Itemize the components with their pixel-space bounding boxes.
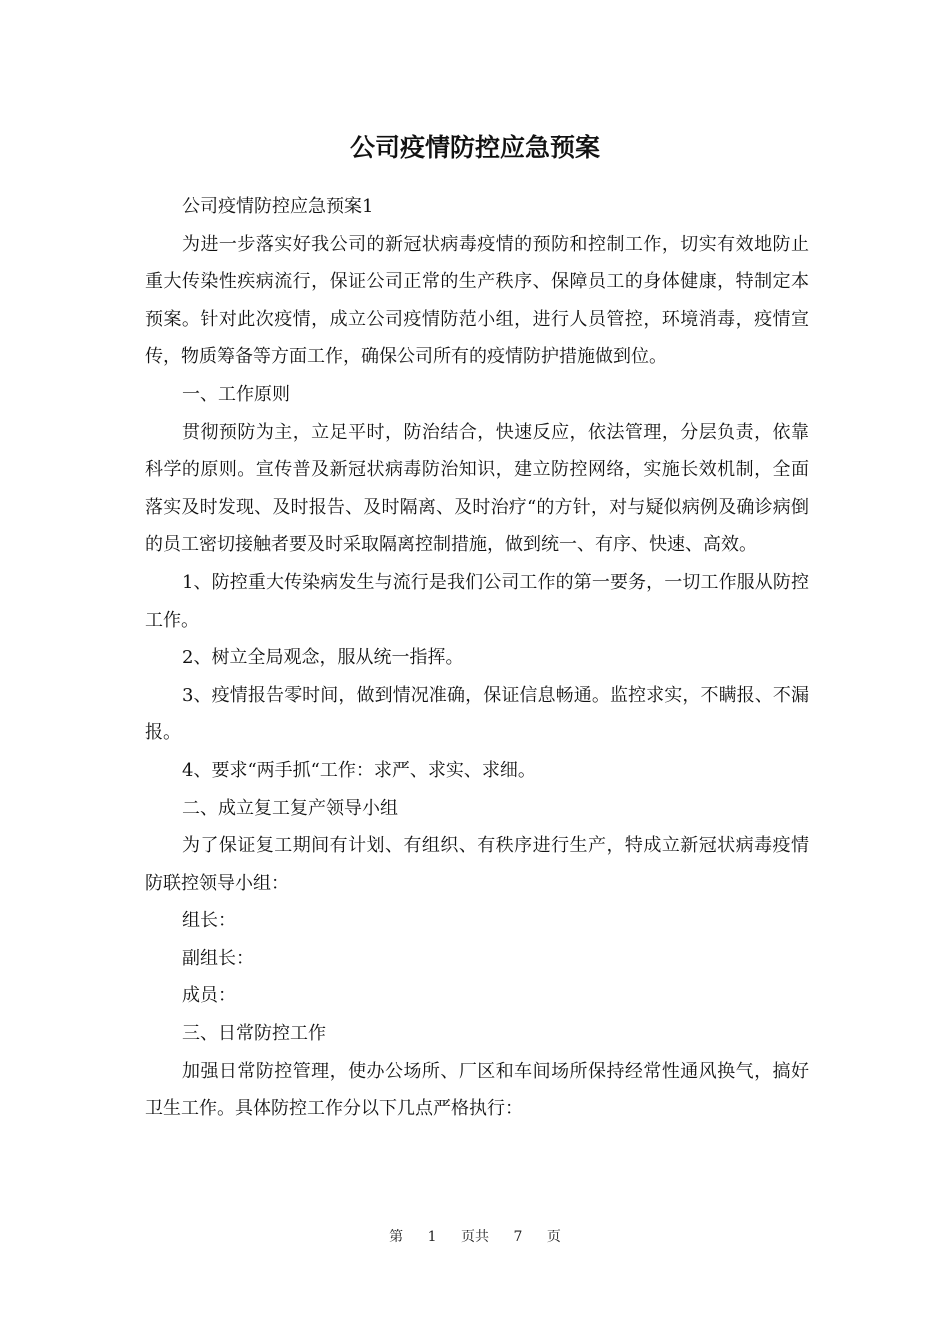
paragraph-principles: 贯彻预防为主，立足平时，防治结合，快速反应，依法管理，分层负责，依靠科学的原则。宣传普及新冠状病毒防治知识，建立防控网络，实施长效机制，全面落实及时发现、及时报告、及时隔离、及时治疗“的方针，对与疑似病例及确诊病倒的员工密切接触者要及时采取隔离控制措施，做到统一、有序、快速、高效。 xyxy=(145,421,809,556)
list-item-3: 3、疫情报告零时间，做到情况准确，保证信息畅通。监控求实，不瞒报、不漏报。 xyxy=(145,684,809,744)
list-item-1: 1、防控重大传染病发生与流行是我们公司工作的第一要务，一切工作服从防控工作。 xyxy=(145,571,809,631)
paragraph-intro: 为进一步落实好我公司的新冠状病毒疫情的预防和控制工作，切实有效地防止重大传染性疾病流行，保证公司正常的生产秩序、保障员工的身体健康，特制定本预案。针对此次疫情，成立公司疫情防范小组，进行人员管控，环境消毒，疫情宣传，物质筹备等方面工作，确保公司所有的疫情防护措施做到位。 xyxy=(145,233,809,368)
footer-suffix: 页 xyxy=(546,1229,561,1245)
document-body xyxy=(145,188,809,1128)
section-heading-leadership: 二、成立复工复产领导小组 xyxy=(182,797,398,819)
section-heading-daily: 三、日常防控工作 xyxy=(182,1023,326,1045)
role-deputy-leader: 副组长： xyxy=(182,947,254,969)
page-footer xyxy=(0,1224,950,1250)
footer-total-pages: 7 xyxy=(513,1229,523,1245)
list-item-4: 4、要求“两手抓“工作：求严、求实、求细。 xyxy=(182,759,536,781)
paragraph-daily: 加强日常防控管理，使办公场所、厂区和车间场所保持经常性通风换气，搞好卫生工作。具体防控工作分以下几点严格执行： xyxy=(145,1060,809,1120)
footer-middle: 页共 xyxy=(461,1229,489,1245)
role-leader: 组长： xyxy=(182,910,236,932)
footer-current-page: 1 xyxy=(427,1229,437,1245)
section-heading-principles: 一、工作原则 xyxy=(182,383,290,405)
paragraph-leadership: 为了保证复工期间有计划、有组织、有秩序进行生产，特成立新冠状病毒疫情防联控领导小组： xyxy=(145,835,809,894)
footer-prefix: 第 xyxy=(389,1229,404,1245)
paragraph-subtitle: 公司疫情防控应急预案1 xyxy=(182,196,374,217)
list-item-2: 2、树立全局观念，服从统一指挥。 xyxy=(182,647,464,669)
role-members: 成员： xyxy=(182,985,236,1007)
document-title: 公司疫情防控应急预案 xyxy=(349,133,600,162)
